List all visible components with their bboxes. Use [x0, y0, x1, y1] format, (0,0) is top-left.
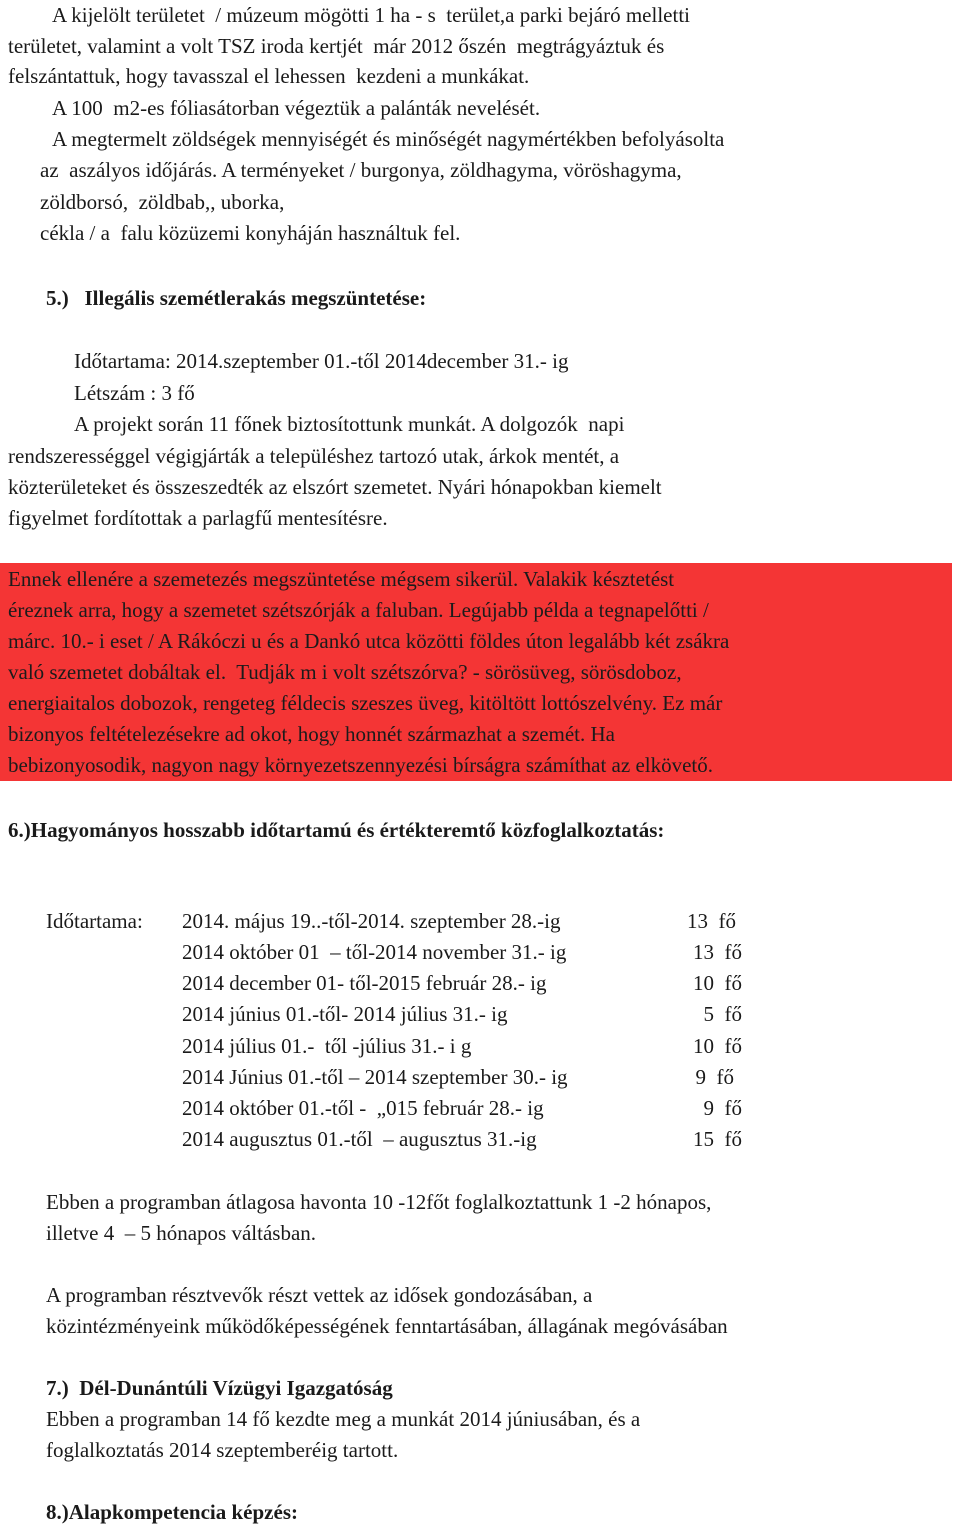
schedule-period: 2014 Június 01.-től – 2014 szeptember 30.- ig: [182, 1065, 568, 1089]
intro-line: az aszályos időjárás. A terményeket / burgonya, zöldhagyma, vöröshagyma,: [40, 158, 682, 182]
intro-line: felszántattuk, hogy tavasszal el lehessen kezdeni a munkákat.: [8, 64, 530, 88]
intro-line: A 100 m2-es fóliasátorban végeztük a palánták nevelését.: [52, 96, 541, 120]
schedule-period: 2014 október 01.-től - „015 február 28.- ig: [182, 1096, 544, 1120]
paragraph-line: Ebben a programban 14 fő kezdte meg a munkát 2014 júniusában, és a: [46, 1407, 641, 1431]
duration-text: Időtartama: 2014.szeptember 01.-től 2014december 31.- ig: [74, 349, 569, 373]
paragraph-line: rendszerességgel végigjárták a településhez tartozó utak, árkok mentét, a: [8, 444, 620, 468]
schedule-row: [182, 968, 742, 999]
schedule-period: 2014 augusztus 01.-től – augusztus 31.-ig: [182, 1127, 537, 1151]
schedule-period: 2014 december 01- től-2015 február 28.- ig: [182, 971, 547, 995]
schedule-count: 13 fő: [687, 909, 736, 933]
paragraph-line: közterületeket és összeszedték az elszórt szemetet. Nyári hónapokban kiemelt: [8, 475, 662, 499]
paragraph-line: A projekt során 11 főnek biztosítottunk munkát. A dolgozók napi: [74, 412, 625, 436]
section-heading: 7.) Dél-Dunántúli Vízügyi Igazgatóság: [46, 1376, 393, 1400]
paragraph-line: Ebben a programban átlagosa havonta 10 -12főt foglalkoztattunk 1 -2 hónapos,: [46, 1190, 712, 1214]
schedule-period: 2014. május 19..-től-2014. szeptember 28.-ig: [182, 909, 561, 933]
paragraph-line: A programban résztvevők részt vettek az idősek gondozásában, a: [46, 1283, 593, 1307]
schedule-row: [182, 1124, 742, 1155]
schedule-count: 5 fő: [703, 1002, 742, 1026]
schedule-count: 15 fő: [693, 1127, 742, 1151]
schedule-count: 13 fő: [693, 940, 742, 964]
intro-line: cékla / a falu közüzemi konyháján használtuk fel.: [40, 221, 461, 245]
schedule-row: [182, 1093, 742, 1124]
paragraph-line: közintézményeink működőképességének fenntartásában, állagának megóvásában: [46, 1314, 728, 1338]
highlight-line: energiaitalos dobozok, rengeteg féldecis szeszes üveg, kitöltött lottószelvény. Ez már: [8, 691, 723, 715]
highlight-line: való szemetet dobáltak el. Tudják m i volt szétszórva? - sörösüveg, sörösdoboz,: [8, 660, 682, 684]
schedule-period: 2014 július 01.- től -július 31.- i g: [182, 1034, 472, 1058]
intro-line: zöldborsó, zöldbab,, uborka,: [40, 190, 285, 214]
section-heading: 6.)Hagyományos hosszabb időtartamú és értékteremtő közfoglalkoztatás:: [8, 818, 665, 842]
schedule-count: 9 fő: [703, 1096, 742, 1120]
paragraph-line: illetve 4 – 5 hónapos váltásban.: [46, 1221, 317, 1245]
schedule-count: 10 fő: [693, 971, 742, 995]
schedule-row: [182, 937, 742, 968]
highlight-line: márc. 10.- i eset / A Rákóczi u és a Dankó utca közötti földes úton legalább két zsákra: [8, 629, 730, 653]
intro-line: A megtermelt zöldségek mennyiségét és minőségét nagymértékben befolyásolta: [52, 127, 725, 151]
headcount-text: Létszám : 3 fő: [74, 381, 195, 405]
paragraph-line: foglalkoztatás 2014 szeptemberéig tartott.: [46, 1438, 399, 1462]
schedule-count: 9 fő: [695, 1065, 734, 1089]
paragraph-line: figyelmet fordítottak a parlagfű mentesítésre.: [8, 506, 388, 530]
highlight-line: éreznek arra, hogy a szemetet szétszórják a faluban. Legújabb példa a tegnapelőtti /: [8, 598, 709, 622]
highlight-line: Ennek ellenére a szemetezés megszüntetése mégsem sikerül. Valakik késztetést: [8, 567, 675, 591]
schedule-period: 2014 október 01 – től-2014 november 31.- ig: [182, 940, 567, 964]
section-heading: 8.)Alapkompetencia képzés:: [46, 1500, 298, 1524]
schedule-row: [182, 1031, 742, 1062]
intro-line: területet, valamint a volt TSZ iroda kertjét már 2012 őszén megtrágyáztuk és: [8, 34, 665, 58]
section-heading: 5.) Illegális szemétlerakás megszüntetése:: [46, 286, 427, 310]
duration-label: Időtartama:: [46, 909, 149, 933]
intro-line: A kijelölt területet / múzeum mögötti 1 ha - s terület,a parki bejáró melletti: [52, 3, 690, 27]
highlight-line: bebizonyosodik, nagyon nagy környezetszennyezési bírságra számíthat az elkövető.: [8, 753, 714, 777]
highlight-line: bizonyos feltételezésekre ad okot, hogy honnét származhat a szemét. Ha: [8, 722, 616, 746]
schedule-row: [182, 1062, 742, 1093]
schedule-row: [182, 906, 742, 937]
schedule-count: 10 fő: [693, 1034, 742, 1058]
schedule-period: 2014 június 01.-től- 2014 július 31.- ig: [182, 1002, 508, 1026]
schedule-row: [182, 999, 742, 1030]
